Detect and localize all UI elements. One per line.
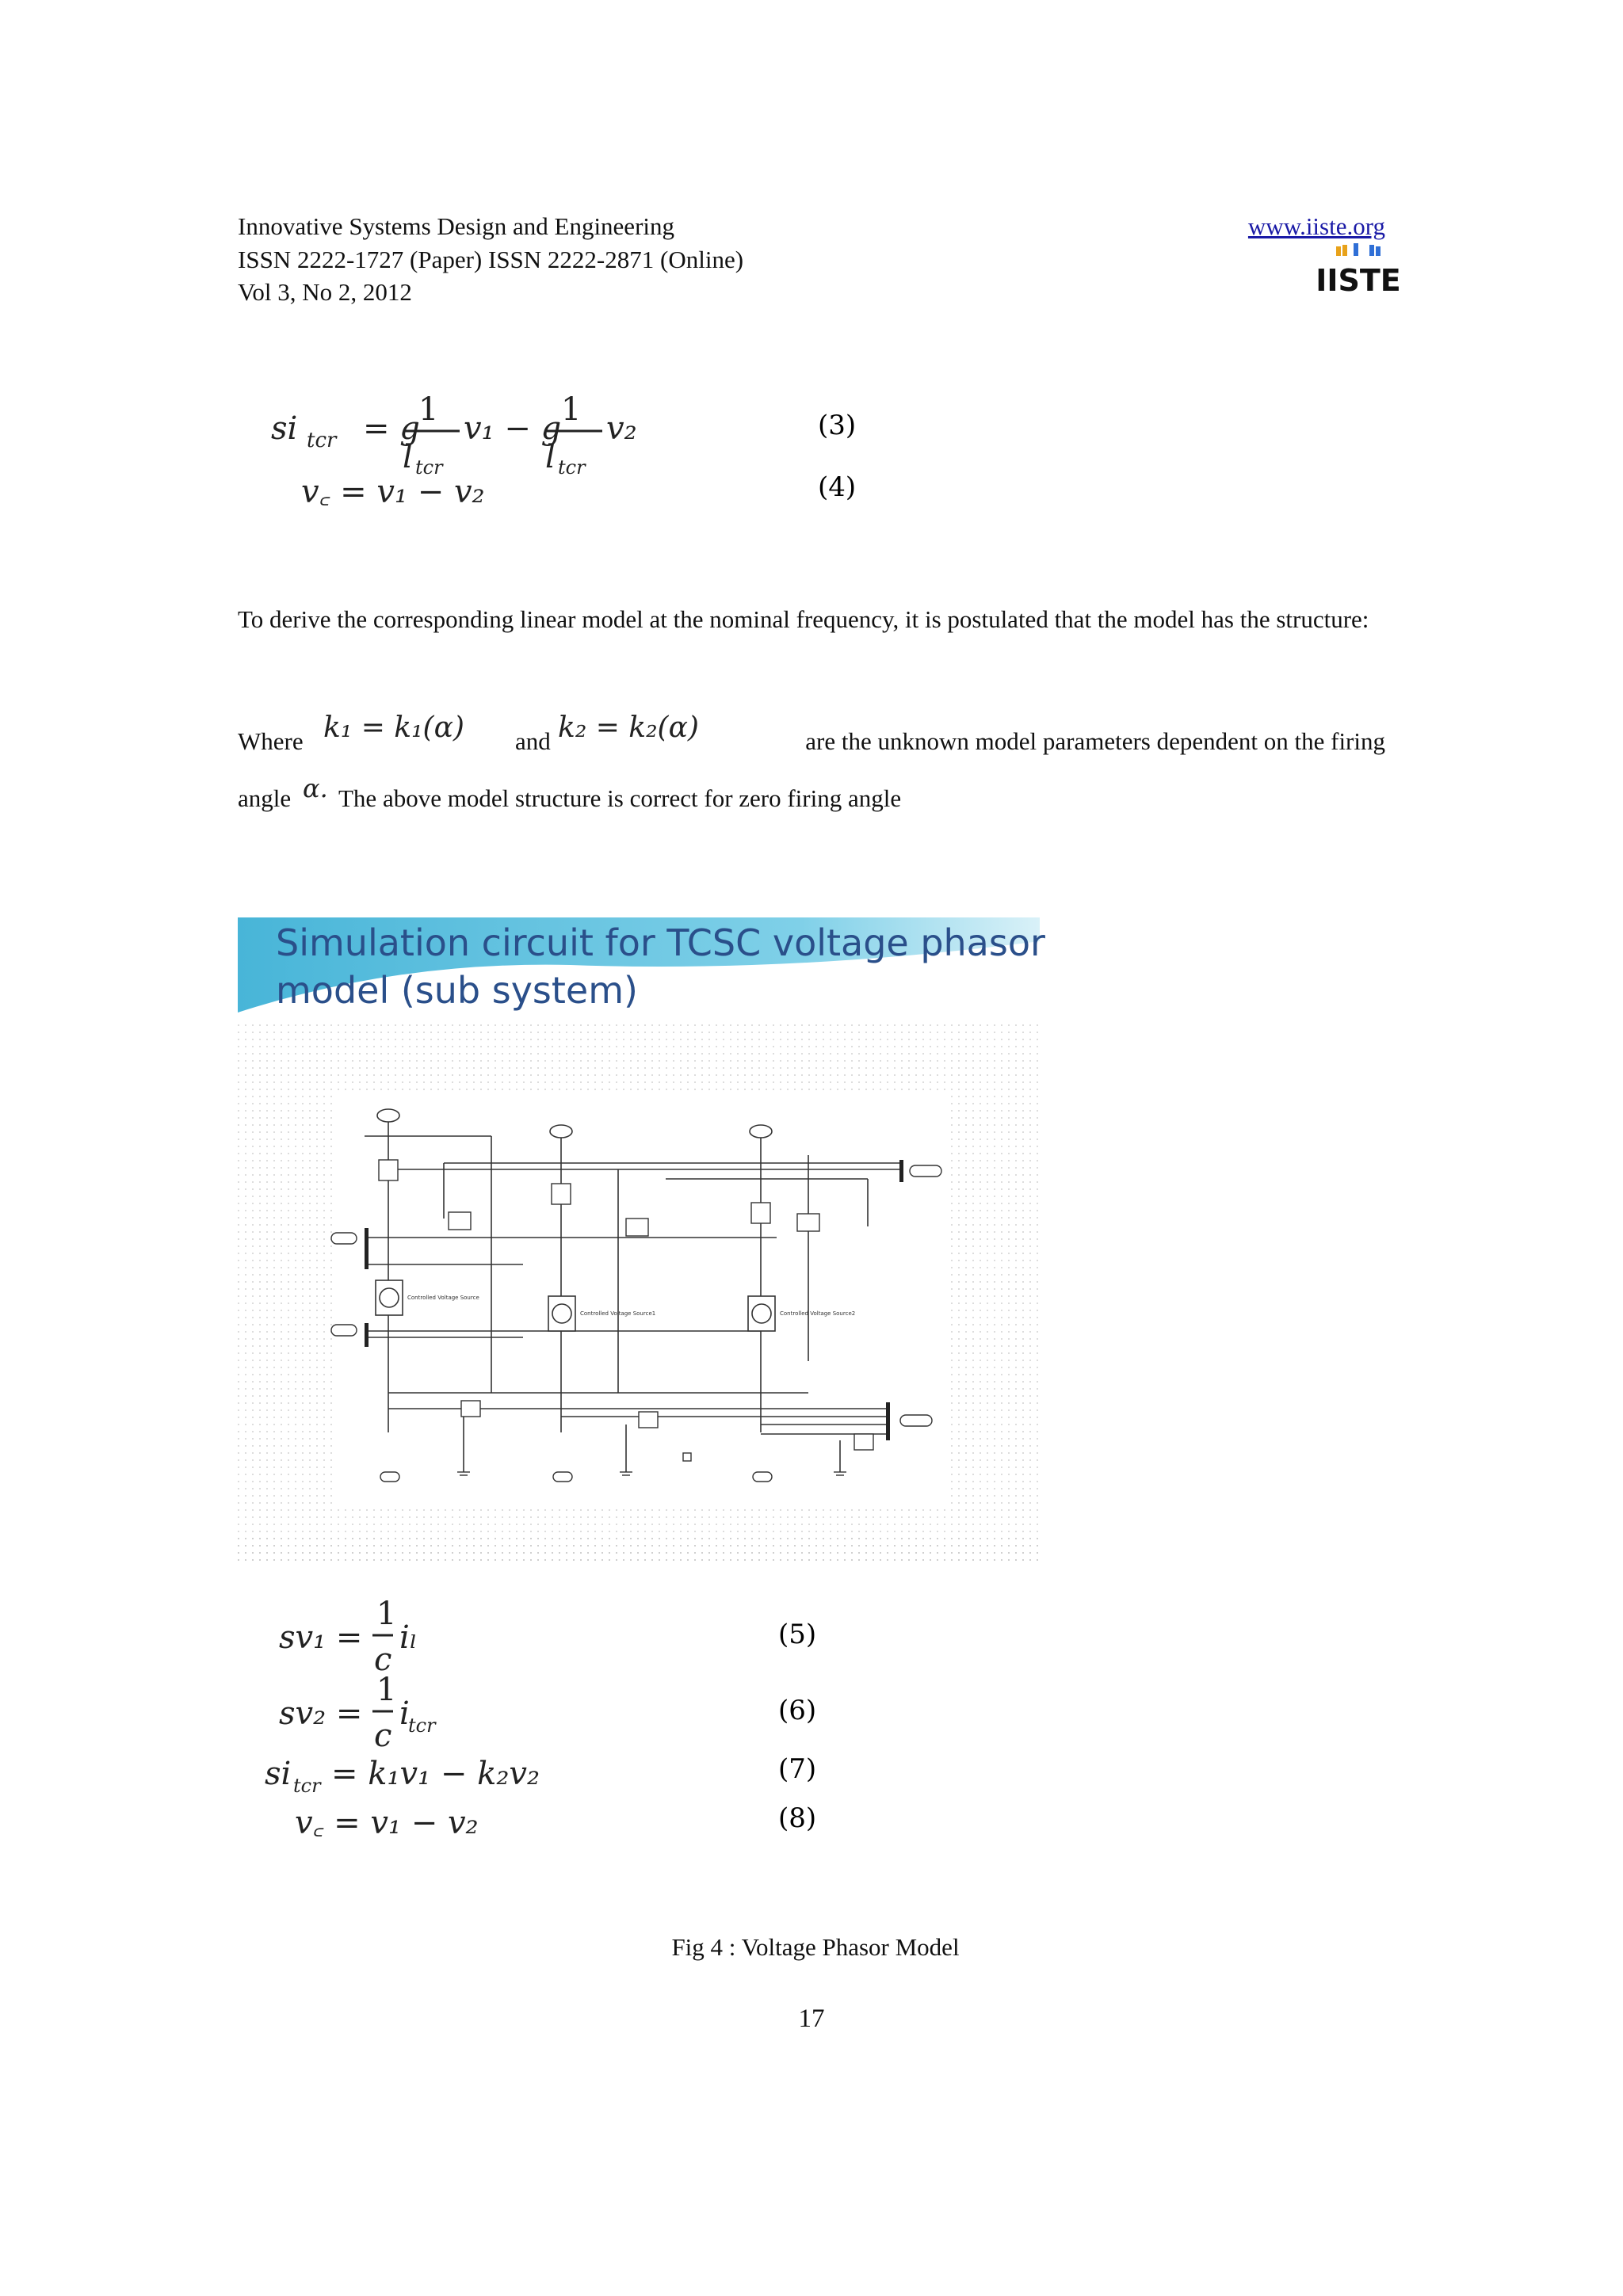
eq3-number: (3) bbox=[818, 410, 857, 441]
eq3-frac1-num: 1 bbox=[418, 391, 439, 428]
where-word: Where bbox=[238, 727, 304, 755]
eq8: v꜀ = v₁ − v₂ bbox=[295, 1805, 479, 1841]
paragraph-where bbox=[238, 711, 1385, 755]
eq6-tail-sub: tcr bbox=[408, 1714, 436, 1737]
figure-caption: Fig 4 : Voltage Phasor Model bbox=[671, 1933, 960, 1961]
eq3-mid: v₁ − g bbox=[464, 410, 562, 447]
eq4-number: (4) bbox=[818, 471, 857, 503]
eq6-den: c bbox=[374, 1718, 392, 1754]
eq5-num: 1 bbox=[376, 1596, 397, 1632]
eq3-frac2-num: 1 bbox=[561, 391, 582, 428]
eq7-number: (7) bbox=[778, 1753, 817, 1785]
volume-line: Vol 3, No 2, 2012 bbox=[238, 278, 412, 306]
eq6-number: (6) bbox=[778, 1695, 817, 1726]
iiste-logo bbox=[1316, 242, 1401, 298]
angle-word: angle bbox=[238, 784, 292, 812]
equations-3-4 bbox=[269, 390, 919, 517]
eq4: v꜀ = v₁ − v₂ bbox=[301, 474, 485, 510]
eq5-tail: iₗ bbox=[399, 1619, 418, 1656]
eq3-frac2-den: l bbox=[545, 439, 556, 475]
eq6-tail: i bbox=[399, 1695, 410, 1732]
eq6-lhs: sv₂ = bbox=[279, 1695, 363, 1732]
equations-5-8 bbox=[263, 1597, 865, 1849]
page-number: 17 bbox=[798, 2004, 825, 2033]
eq3-frac2-den-sub: tcr bbox=[558, 456, 586, 479]
figure-title-line1: Simulation circuit for TCSC voltage phasor bbox=[276, 921, 1045, 964]
simulation-circuit-figure bbox=[238, 917, 1045, 1564]
unknown-parameters-text: are the unknown model parameters dependent on the firing bbox=[805, 727, 1385, 755]
eq6-num: 1 bbox=[376, 1672, 397, 1708]
eq5-den: c bbox=[374, 1642, 392, 1678]
website-link[interactable]: www.iiste.org bbox=[1247, 212, 1385, 240]
logo-text: IISTE bbox=[1316, 263, 1401, 298]
simulation-circuit-svg bbox=[238, 917, 1045, 1564]
alpha-symbol: α. bbox=[303, 773, 328, 803]
k2-expression: k₂ = k₂(α) bbox=[558, 711, 699, 744]
k1-expression: k₁ = k₁(α) bbox=[323, 711, 464, 744]
zero-firing-angle-text: The above model structure is correct for zero firing angle bbox=[338, 784, 902, 812]
eq3-frac1-den-sub: tcr bbox=[415, 456, 443, 479]
issn-line: ISSN 2222-1727 (Paper) ISSN 2222-2871 (Online) bbox=[238, 246, 744, 273]
paragraph-linear-model: To derive the corresponding linear model at the nominal frequency, it is postulated that the model has the structure: bbox=[238, 605, 1369, 633]
paragraph-angle bbox=[238, 773, 1109, 814]
eq3-lhs-sub: tcr bbox=[307, 429, 337, 452]
eq3-tail: v₂ bbox=[606, 410, 637, 447]
journal-name: Innovative Systems Design and Engineering bbox=[238, 212, 675, 240]
eq7-rhs: = k₁v₁ − k₂v₂ bbox=[331, 1756, 540, 1792]
eq3-eq: = g bbox=[363, 410, 420, 447]
eq3-frac1-den: l bbox=[403, 439, 413, 475]
source-label-2: Controlled Voltage Source1 bbox=[580, 1310, 656, 1317]
and-word: and bbox=[515, 727, 551, 755]
eq8-number: (8) bbox=[778, 1802, 817, 1834]
eq7-lhs: si bbox=[265, 1756, 292, 1792]
source-label-1: Controlled Voltage Source bbox=[407, 1295, 479, 1301]
figure-title-line2: model (sub system) bbox=[276, 969, 638, 1012]
eq7-sub: tcr bbox=[293, 1775, 321, 1797]
eq3-lhs: si bbox=[271, 410, 298, 447]
source-label-3: Controlled Voltage Source2 bbox=[780, 1310, 856, 1317]
eq5-number: (5) bbox=[778, 1619, 817, 1650]
eq5-lhs: sv₁ = bbox=[279, 1619, 363, 1656]
